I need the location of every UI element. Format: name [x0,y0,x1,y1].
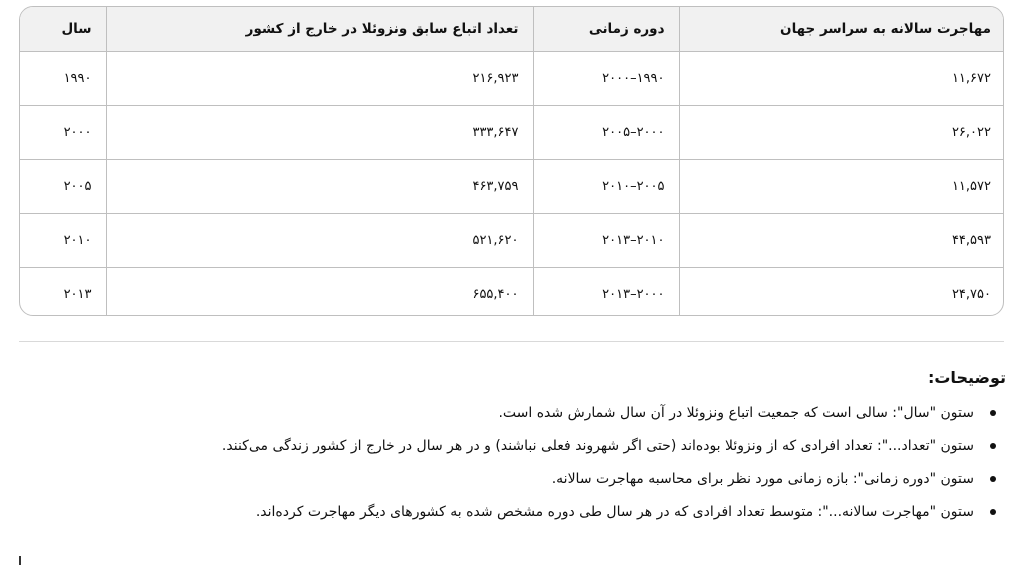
cell-period: ۲۰۱۰–۲۰۱۳ [533,214,679,268]
table-header-row [20,7,1004,52]
header-year: سال [20,7,106,52]
header-annual-migration: مهاجرت سالانه به سراسر جهان [679,7,1004,52]
cell-annual-migration: ۱۱,۵۷۲ [679,160,1004,214]
cell-annual-migration: ۲۴,۷۵۰ [679,268,1004,317]
cell-year: ۱۹۹۰ [20,52,106,106]
cell-annual-migration: ۲۶,۰۲۲ [679,106,1004,160]
table-row [20,268,1004,317]
section-divider [19,341,1004,342]
cell-year: ۲۰۱۳ [63,287,92,302]
table-row [20,214,1004,268]
bullet-icon [990,410,996,416]
notes-title: توضیحات: [927,368,1006,387]
note-text: ستون "تعداد...": تعداد افرادی که از ونزوئلا بوده‌اند (حتی اگر شهروند فعلی نباشند) و در هر سال در خارج از کشور زندگی می‌کنند. [221,438,974,454]
bullet-icon [990,476,996,482]
cell-count-abroad: ۶۵۵,۴۰۰ [106,268,533,317]
list-item [46,430,1002,463]
list-item [46,463,1002,496]
header-count-abroad: تعداد اتباع سابق ونزوئلا در خارج از کشور [106,7,533,52]
table-row [20,106,1004,160]
note-text: ستون "مهاجرت سالانه...": متوسط تعداد افرادی که در هر سال طی دوره مشخص شده به کشورهای دیگر مهاجرت کرده‌اند. [255,504,974,520]
cell-annual-migration: ۴۴,۵۹۳ [679,214,1004,268]
text-cursor-icon [19,556,21,565]
list-item [46,397,1002,430]
cell-year: ۲۰۰۰ [20,106,106,160]
notes-list [46,397,1006,529]
cell-count-abroad: ۳۳۳,۶۴۷ [106,106,533,160]
bullet-icon [990,443,996,449]
cell-annual-migration: ۱۱,۶۷۲ [679,52,1004,106]
migration-table-container [19,6,1004,316]
cell-count-abroad: ۵۲۱,۶۲۰ [106,214,533,268]
table-row [20,52,1004,106]
bullet-icon [990,509,996,515]
cell-period: ۲۰۰۰–۲۰۰۵ [533,106,679,160]
cell-period: ۱۹۹۰–۲۰۰۰ [533,52,679,106]
cell-period: ۲۰۰۵–۲۰۱۰ [533,160,679,214]
list-item [46,496,1002,529]
note-text: ستون "سال": سالی است که جمعیت اتباع ونزوئلا در آن سال شمارش شده است. [498,405,974,421]
cell-count-abroad: ۲۱۶,۹۲۳ [106,52,533,106]
table-row [20,160,1004,214]
header-period: دوره زمانی [533,7,679,52]
notes-section [46,368,1006,529]
cell-period: ۲۰۰۰–۲۰۱۳ [533,268,679,317]
migration-table [20,7,1004,316]
note-text: ستون "دوره زمانی": بازه زمانی مورد نظر برای محاسبه مهاجرت سالانه. [551,471,974,487]
cell-count-abroad: ۴۶۳,۷۵۹ [106,160,533,214]
cell-year: ۲۰۱۰ [20,214,106,268]
cell-year: ۲۰۰۵ [20,160,106,214]
